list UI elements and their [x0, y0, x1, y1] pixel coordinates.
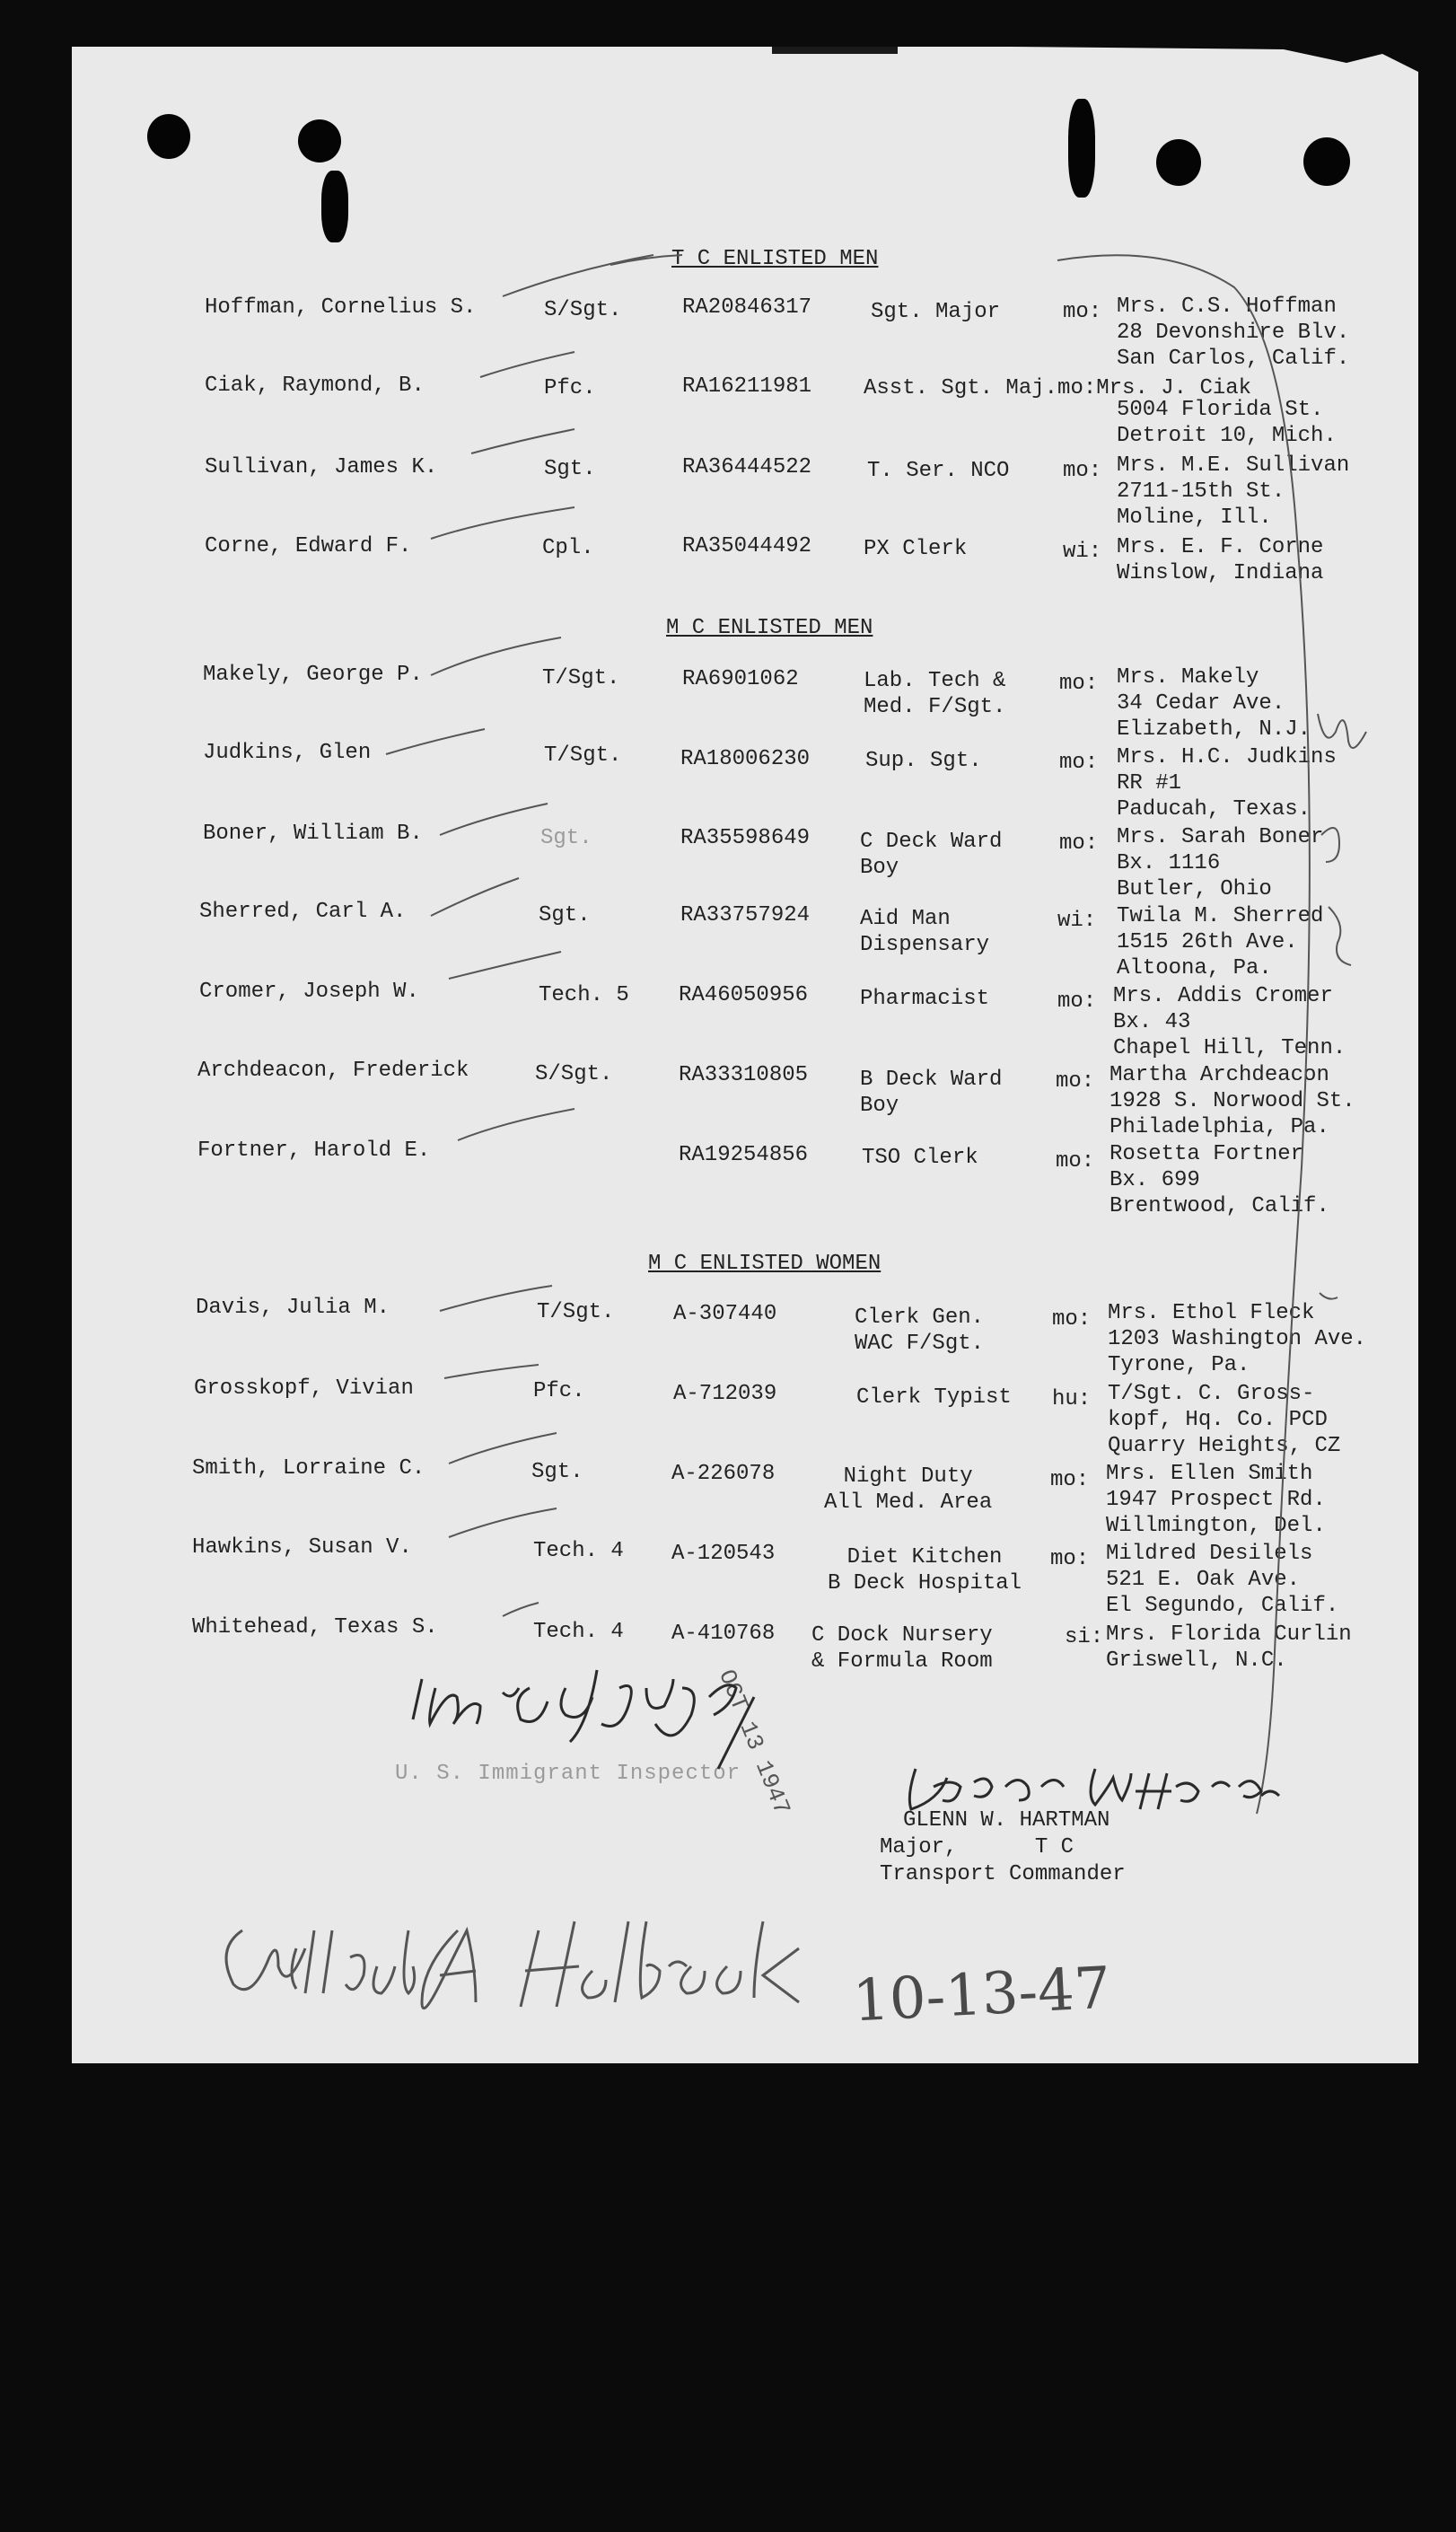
- address: Mrs. Addis Cromer Bx. 43 Chapel Hill, Tenn.: [1113, 984, 1346, 1060]
- person-serial: RA35598649: [680, 826, 811, 850]
- inspector-label: U. S. Immigrant Inspector: [395, 1762, 741, 1786]
- person-name: Sullivan, James K.: [205, 455, 438, 479]
- person-duty: C Dock Nursery & Formula Room: [811, 1623, 993, 1674]
- tick-mark: [471, 429, 575, 453]
- person-duty: C Deck Ward Boy: [860, 830, 1003, 880]
- person-duty: T. Ser. NCO: [867, 459, 1010, 483]
- section-heading: M C ENLISTED WOMEN: [648, 1252, 881, 1276]
- person-serial: A-712039: [673, 1382, 777, 1406]
- person-rank: Sgt.: [539, 903, 591, 928]
- person-name: Davis, Julia M.: [196, 1296, 390, 1320]
- person-rank: Sgt.: [540, 826, 592, 850]
- person-name: Grosskopf, Vivian: [194, 1376, 414, 1401]
- margin-scribble: [1318, 714, 1366, 748]
- relation-label: si:: [1065, 1625, 1104, 1649]
- relation-label: mo:: [1052, 1307, 1092, 1332]
- date-stamp: OCT 13 1947: [713, 1666, 796, 1819]
- commander-rank: Major, T C: [880, 1835, 1074, 1859]
- person-duty: Sup. Sgt.: [865, 749, 982, 773]
- margin-scribble: [1329, 907, 1351, 965]
- address: Martha Archdeacon 1928 S. Norwood St. Philadelphia, Pa.: [1110, 1063, 1355, 1139]
- address: 5004 Florida St. Detroit 10, Mich.: [1117, 398, 1337, 448]
- tick-mark: [458, 1109, 575, 1140]
- tick-mark: [431, 637, 561, 675]
- tick-mark: [440, 1286, 552, 1311]
- relation-label: mo:: [1056, 1069, 1095, 1094]
- person-duty: B Deck Ward Boy: [860, 1068, 1003, 1118]
- person-serial: RA6901062: [682, 667, 799, 691]
- address: Mildred Desilels 521 E. Oak Ave. El Segundo, Calif.: [1106, 1542, 1339, 1618]
- person-rank: S/Sgt.: [535, 1062, 613, 1086]
- person-name: Hoffman, Cornelius S.: [205, 295, 477, 320]
- address: Mrs. E. F. Corne Winslow, Indiana: [1117, 535, 1324, 585]
- address: Rosetta Fortner Bx. 699 Brentwood, Calif.: [1110, 1142, 1329, 1218]
- relation-label: mo:: [1063, 300, 1102, 324]
- person-duty: Aid Man Dispensary: [860, 907, 990, 957]
- relation-label: mo:: [1059, 751, 1099, 775]
- person-name: Corne, Edward F.: [205, 534, 412, 558]
- person-serial: RA36444522: [682, 455, 812, 479]
- person-rank: Tech. 4: [533, 1539, 624, 1563]
- person-rank: Cpl.: [542, 536, 594, 560]
- person-duty: Pharmacist: [860, 987, 990, 1011]
- person-serial: RA16211981: [682, 374, 812, 399]
- relation-label: mo:: [1063, 459, 1102, 483]
- person-serial: RA35044492: [682, 534, 812, 558]
- person-duty: Sgt. Major: [871, 300, 1001, 324]
- tick-mark: [480, 352, 575, 377]
- person-rank: T/Sgt.: [537, 1300, 615, 1324]
- address: Mrs. Ethol Fleck 1203 Washington Ave. Tyrone, Pa.: [1108, 1301, 1367, 1377]
- relation-label: mo:: [1050, 1468, 1090, 1492]
- paper-tab: [772, 47, 898, 54]
- address: Mrs. C.S. Hoffman 28 Devonshire Blv. San Carlos, Calif.: [1117, 295, 1350, 371]
- person-rank: Sgt.: [544, 457, 596, 481]
- person-name: Ciak, Raymond, B.: [205, 374, 425, 398]
- person-name: Cromer, Joseph W.: [199, 980, 419, 1004]
- relation-label: mo:: [1050, 1547, 1090, 1571]
- person-duty: Lab. Tech & Med. F/Sgt.: [864, 669, 1006, 719]
- person-serial: RA18006230: [680, 747, 811, 771]
- person-rank: Pfc.: [533, 1379, 585, 1403]
- relation-label: wi:: [1057, 909, 1097, 933]
- bracket-line: [1057, 255, 1310, 1814]
- person-name: Whitehead, Texas S.: [192, 1615, 438, 1640]
- tick-mark: [444, 1365, 539, 1378]
- commander-title: Transport Commander: [880, 1862, 1126, 1886]
- person-rank: T/Sgt.: [542, 666, 620, 690]
- person-name: Sherred, Carl A.: [199, 900, 407, 924]
- commander-name: GLENN W. HARTMAN: [903, 1808, 1110, 1833]
- person-name: Smith, Lorraine C.: [192, 1456, 425, 1481]
- person-duty: TSO Clerk: [862, 1146, 978, 1170]
- person-duty: Clerk Typist: [856, 1385, 1012, 1410]
- tick-mark: [449, 1433, 557, 1464]
- person-name: Hawkins, Susan V.: [192, 1535, 412, 1560]
- person-duty: Asst. Sgt. Maj.mo:Mrs. J. Ciak: [864, 376, 1252, 400]
- person-serial: A-307440: [673, 1302, 777, 1326]
- address: Mrs. H.C. Judkins RR #1 Paducah, Texas.: [1117, 745, 1337, 822]
- person-rank: Sgt.: [531, 1460, 583, 1484]
- person-serial: A-410768: [671, 1622, 776, 1646]
- relation-label: mo:: [1059, 672, 1099, 696]
- person-serial: RA19254856: [679, 1143, 809, 1167]
- address: Mrs. M.E. Sullivan 2711-15th St. Moline, Ill.: [1117, 453, 1350, 530]
- tick-mark: [440, 804, 548, 835]
- address: Mrs. Florida Curlin Griswell, N.C.: [1106, 1622, 1352, 1673]
- person-rank: S/Sgt.: [544, 298, 622, 322]
- address: Twila M. Sherred 1515 26th Ave. Altoona, Pa.: [1117, 904, 1324, 980]
- tick-mark: [449, 952, 561, 979]
- person-duty: PX Clerk: [864, 537, 968, 561]
- tick-mark: [386, 729, 485, 754]
- inspector-signature: [413, 1670, 754, 1769]
- section-heading: M C ENLISTED MEN: [666, 616, 873, 640]
- person-serial: A-226078: [671, 1462, 776, 1486]
- tick-mark: [449, 1508, 557, 1537]
- person-duty: Clerk Gen. WAC F/Sgt.: [855, 1306, 985, 1356]
- address: Mrs. Sarah Boner Bx. 1116 Butler, Ohio: [1117, 825, 1324, 901]
- relation-label: mo:: [1059, 831, 1099, 856]
- handwritten-date: 10-13-47: [851, 1955, 1113, 2035]
- section-heading: T C ENLISTED MEN: [671, 247, 879, 271]
- person-serial: RA33310805: [679, 1063, 809, 1087]
- person-serial: RA46050956: [679, 983, 809, 1007]
- relation-label: wi:: [1063, 540, 1102, 564]
- relation-label: hu:: [1052, 1387, 1092, 1411]
- person-serial: A-120543: [671, 1542, 776, 1566]
- person-name: Makely, George P.: [203, 663, 423, 687]
- person-serial: RA20846317: [682, 295, 812, 320]
- address: T/Sgt. C. Gross- kopf, Hq. Co. PCD Quarry Heights, CZ: [1108, 1382, 1341, 1458]
- person-rank: Tech. 5: [539, 983, 629, 1007]
- tick-mark: [503, 1603, 539, 1616]
- address: Mrs. Ellen Smith 1947 Prospect Rd. Willmington, Del.: [1106, 1462, 1326, 1538]
- relation-label: mo:: [1057, 989, 1097, 1014]
- person-duty: Diet Kitchen B Deck Hospital: [828, 1545, 1022, 1596]
- person-name: Fortner, Harold E.: [197, 1139, 431, 1163]
- person-name: Judkins, Glen: [203, 741, 372, 765]
- person-name: Archdeacon, Frederick: [197, 1059, 469, 1083]
- person-name: Boner, William B.: [203, 822, 423, 846]
- margin-scribble: [1320, 1293, 1338, 1299]
- witness-signature: [226, 1921, 799, 2009]
- paper-tear: [1010, 36, 1418, 72]
- tick-mark: [431, 878, 519, 916]
- person-rank: T/Sgt.: [544, 743, 622, 768]
- commander-signature: [909, 1769, 1279, 1809]
- relation-label: mo:: [1056, 1149, 1095, 1174]
- tick-mark: [431, 507, 575, 539]
- person-rank: Pfc.: [544, 376, 596, 400]
- person-rank: Tech. 4: [533, 1620, 624, 1644]
- margin-scribble: [1321, 828, 1339, 862]
- person-duty: Night Duty All Med. Area: [824, 1464, 993, 1515]
- address: Mrs. Makely 34 Cedar Ave. Elizabeth, N.J.: [1117, 665, 1311, 742]
- person-serial: RA33757924: [680, 903, 811, 928]
